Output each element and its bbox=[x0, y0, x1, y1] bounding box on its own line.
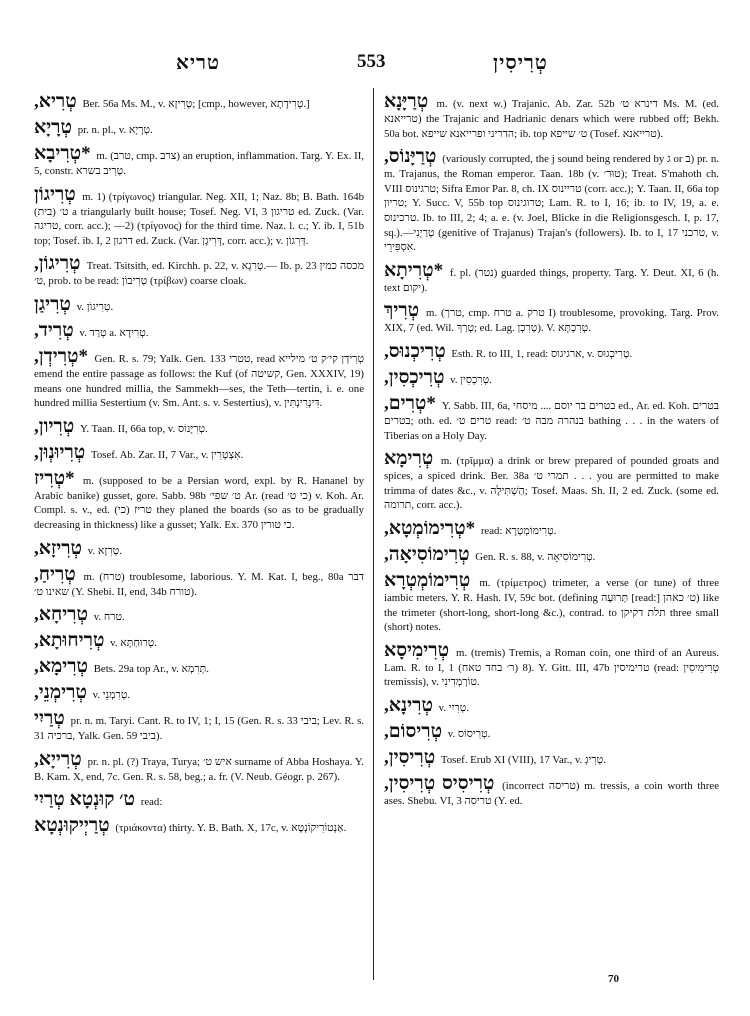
dictionary-entry bbox=[34, 185, 364, 249]
entry-headword: טְרִיוּנְוּן, bbox=[34, 441, 86, 463]
entry-definition: (τριάκοντα) thirty. Y. B. Bath. X, 17c, v. אַנְטוֹרִיקוֹנְטָא. bbox=[115, 822, 347, 835]
entry-headword: ט׳ קוּנְטָא טְרַיִי bbox=[34, 789, 136, 811]
entry-headword: טְרִיכְסִין, bbox=[384, 366, 445, 388]
entry-definition: v. טרח. bbox=[93, 611, 125, 624]
entry-definition: Bets. 29a top Ar., v. תְּרִמְא. bbox=[93, 663, 209, 676]
dictionary-entry bbox=[34, 295, 364, 315]
entry-headword: טְרִימוֹסִיאָה, bbox=[384, 543, 470, 565]
entry-headword: טְרִיחַ, bbox=[34, 563, 76, 585]
entry-headword: טְרִינָא, bbox=[384, 694, 433, 716]
dictionary-entry bbox=[34, 118, 364, 138]
entry-headword: טְרִימִיסָא bbox=[384, 639, 450, 661]
dictionary-entry bbox=[384, 147, 719, 255]
page-number: 553 bbox=[357, 51, 386, 72]
entry-definition: v. טְרַד a. טְרִידָא. bbox=[79, 326, 149, 339]
dictionary-entry bbox=[34, 565, 364, 600]
entry-definition: Ber. 56a Ms. M., v. טְרִיזָא; [cmp., however, טְרִידָתָא.] bbox=[82, 98, 310, 110]
entry-definition: m. (טרח) troublesome, laborious. Y. M. Kat. I, beg., 80a דבר שאינו ט׳ (Y. Shebi. II, end, 34b טורח). bbox=[34, 570, 364, 598]
dictionary-entry bbox=[34, 469, 364, 533]
entry-headword: טְרָיָא bbox=[34, 117, 72, 138]
entry-definition: Gen. R. s. 79; Yalk. Gen. 133 טטרי, read טְרִידְן קי׳ק ט׳ מילייא emend the entire passage as follows: the Kuf (of קשיטה, Gen. XXXIV, 19) means one hundred millia, the Sammekh—ses, the Teth—tertin, i. e. one hundred millia Sestertium (v. Sm. Ant. s. v. Sestertius), v. דִּינְרִינְתִּין. bbox=[34, 352, 365, 410]
signature-number: 70 bbox=[608, 973, 619, 985]
entry-definition: read: טְרִימוֹמְטְרָא. bbox=[480, 524, 557, 537]
entry-headword: *טְרִים, bbox=[384, 392, 436, 414]
dictionary-entry bbox=[384, 368, 719, 388]
entry-headword: טְרִיזָא, bbox=[34, 537, 83, 559]
entry-definition: Y. Sabb. III, 6a, בטרים בר יוסם .... מיסחי ed., Ar. ed. Koh. בטרים בטרים; oth. ed. טרים ט׳ read: בנהרה מבה ט׳ bathing . . . in the waters of Tiberias on a Holy Day. bbox=[384, 399, 720, 442]
entry-definition: Esth. R. to III, 1, read: ארגיגוס, v. טְרִיכְגוּס. bbox=[451, 347, 633, 360]
dictionary-entry bbox=[34, 816, 364, 836]
entry-definition: v. טְרִיסוֹס. bbox=[447, 727, 491, 740]
entry-headword: טְרִיכְנוּס, bbox=[384, 340, 446, 362]
entry-headword: *טְרִידְן, bbox=[34, 345, 89, 367]
right-running-head: טְרִיסִין bbox=[493, 52, 548, 74]
dictionary-entry bbox=[34, 254, 364, 289]
entry-definition: read: bbox=[140, 796, 163, 809]
dictionary-entry bbox=[384, 92, 719, 141]
dictionary-entry bbox=[384, 545, 719, 565]
entry-definition: pr. n. pl. (?) Traya, Turya; איש ט׳ surname of Abba Hoshaya. Y. B. Kam. X, end, 7c. Gen. R. s. 58, beg.; a. fr. (V. Neub. Géogr. p. 267). bbox=[34, 755, 364, 783]
entry-headword: טְרִיגוֹן bbox=[34, 183, 76, 205]
dictionary-entry bbox=[384, 519, 719, 539]
entry-headword: *טְרִיתָא bbox=[384, 259, 444, 281]
dictionary-entry bbox=[384, 748, 719, 768]
entry-headword: טְרִיסוֹם, bbox=[384, 720, 443, 742]
entry-headword: טְרִיךְ bbox=[384, 300, 420, 322]
dictionary-entry bbox=[34, 683, 364, 703]
entry-definition: v. טְרִיִי. bbox=[438, 701, 469, 714]
dictionary-entry bbox=[34, 144, 364, 179]
entry-headword: טְרִימְנֵי, bbox=[34, 682, 87, 704]
entry-headword: *טְרִיז bbox=[34, 467, 75, 489]
dictionary-entry bbox=[384, 641, 719, 690]
entry-definition: m. (v. next w.) Trajanic. Ab. Zar. 52b דינרא ט׳ Ms. M. (ed. טרייאנא) the Trajanic and Hadrianic denars which were rubbed off; Bekh. 50a bot. הדריני ופרייאנא שייפא; ib. top ט׳ שייפא (Tosef. טרייאנא). bbox=[384, 98, 719, 140]
dictionary-entry bbox=[384, 394, 719, 443]
entry-headword: *טְרִיבָא bbox=[34, 143, 91, 164]
dictionary-entry bbox=[34, 347, 364, 411]
entry-headword: *טְרִימוֹמְטָא, bbox=[384, 517, 476, 539]
entry-headword: טְרִיסִיס טְרִיסִין, bbox=[384, 772, 495, 794]
entry-definition: v. טְרִזָא. bbox=[87, 544, 122, 557]
dictionary-entry bbox=[34, 709, 364, 744]
dictionary-entry bbox=[34, 605, 364, 625]
entry-definition: v. טְרִיגוֹן. bbox=[76, 300, 114, 313]
dictionary-entry bbox=[384, 571, 719, 635]
dictionary-entry bbox=[34, 539, 364, 559]
entry-definition: pr. n. m. Taryi. Cant. R. to IV, 1; I, 15 (Gen. R. s. 33 ביבי; Lev. R. s. 31 ברכיה, Yalk. Gen. 59 ביבי). bbox=[34, 715, 365, 743]
entry-definition: m. (τρῖμμα) a drink or brew prepared of pounded groats and spices, a spiced drink. Ber. 38a תמרי ט׳ . . . you are permitted to make trimma of dates &c., v. הַשְׁתִּילָה; Tosef. Maas. Sh. II, 2 ed. Zuck. (some ed. תרומה, corr. acc.). bbox=[384, 455, 719, 512]
entry-headword: טְרִיחָא, bbox=[34, 604, 88, 626]
entry-definition: m. (τρίμετρος) trimeter, a verse (or tune) of three iambic meters. Y. R. Hash. IV, 59c bot. (defining תְּרוּעָה [read:] ט׳ כאהן) like the trimeter (short-long, short-long &c.), contrad. to תלת דקיקן three small (short) notes. bbox=[384, 576, 719, 634]
dictionary-entry bbox=[34, 750, 364, 785]
entry-definition: Treat. Tsitsith, ed. Kirchh. p. 22, v. טְרִגָא.— Ib. p. 23 מכסה כמין ט׳, prob. to be read: טְרִיבוֹן (τρίβων) coarse cloak. bbox=[34, 260, 364, 288]
dictionary-entry bbox=[34, 417, 364, 437]
entry-definition: m. 1) (τρίγωνος) triangular. Neg. XII, 1; Naz. 8b; B. Bath. 164b (בית) ט׳ a triangularly built house; Tosef. Neg. VI, 3 טריגון ed. Zuck. (Var. טריגה, corr. acc.); —2) (τρίγονος) for the third time. Naz. l. c.; Y. ib. I, 51b top; Tosef. ib. I, 2 דרגון ed. Zuck. (Var. דְּרִיגָן, corr. acc.); v. דְּרִגוֹן. bbox=[34, 190, 364, 247]
dictionary-entry bbox=[384, 449, 719, 513]
left-column bbox=[34, 92, 364, 842]
entry-headword: טְרִימָא, bbox=[34, 656, 89, 678]
dictionary-entry bbox=[384, 261, 719, 296]
dictionary-entry bbox=[384, 342, 719, 362]
entry-definition: m. (טרב, cmp. צרב) an eruption, inflammation. Targ. Y. Ex. II, 5, constr. טְרִיב בשרא. bbox=[34, 150, 364, 177]
entry-headword: טְרִימוֹמְטְרָא bbox=[384, 569, 471, 591]
entry-definition: Y. Taan. II, 66a top, v. טְרִיָּנוֹס. bbox=[79, 422, 208, 435]
entry-headword: טְרִיגוֹן, bbox=[34, 253, 81, 275]
entry-definition: v. טְרִמְנֵי. bbox=[92, 689, 131, 702]
entry-definition: (incorrect טריסה) m. tressis, a coin worth three ases. Shebu. VI, 3 טריסה (Y. ed. bbox=[384, 779, 719, 807]
entry-headword: טְרִיגַן bbox=[34, 293, 71, 315]
dictionary-entry bbox=[34, 321, 364, 341]
entry-definition: v. טְרוּחַתָּא. bbox=[110, 637, 157, 650]
entry-definition: m. (tremis) Tremis, a Roman coin, one third of an Aureus. Lam. R. to I, 1 (ר׳ בחד טאח) 8). Y. Gitt. III, 47b טרימיסין (read: טְרִימִיסִין tremissis), v. טוֹרְמְדִינִי. bbox=[384, 646, 719, 689]
entry-definition: (variously corrupted, the j sound being rendered by ג or ב) pr. n. m. Trajanus, the Roman emperor. Taan. 18b (v. טוּר׳); Treat. S'mahoth ch. VIII טרגינוס; Sifra Emor Par. 8, ch. IX טריינוס (corr. acc.); Y. Taan. II, 66a top טריון; Y. Succ. V, 55b top טרוגינוס; Lam. R. to I, 16; ib. to IV, 19, a. e. טרכינוס. Ib. to III, 2; 4; a. e. (v. Joel, Blicke in die Religionsgesch. I, p. 17, sq.).—טְרַיְנִי (genitive of Trajanus) Trajan's (followers). Ib. to I, 17 טרכני, v. אִסְפִּירֵי. bbox=[384, 153, 720, 254]
entry-headword: טְרַיִי bbox=[34, 708, 65, 730]
page-header bbox=[0, 0, 750, 80]
entry-headword: טְרִייָא, bbox=[34, 748, 82, 770]
column-divider bbox=[373, 88, 374, 980]
dictionary-entry bbox=[384, 722, 719, 742]
dictionary-entry bbox=[34, 92, 364, 112]
left-running-head: טריא bbox=[176, 52, 220, 74]
right-column bbox=[384, 92, 719, 814]
entry-headword: טְרִימָא bbox=[384, 448, 434, 470]
dictionary-entry bbox=[34, 657, 364, 677]
entry-definition: Tosef. Ab. Zar. II, 7 Var., v. אִצְטְרִין. bbox=[91, 448, 244, 461]
entry-definition: f. pl. (נטר) guarded things, property. Targ. Y. Deut. XI, 6 (h. text יקום). bbox=[384, 266, 720, 294]
entry-headword: טְרַיְיקוּנְטָא bbox=[34, 815, 110, 837]
dictionary-entry bbox=[34, 631, 364, 651]
dictionary-entry bbox=[384, 301, 719, 336]
entry-definition: m. (טרך, cmp. טרח a. טרק I) troublesome, provoking. Targ. Prov. XIX, 7 (ed. Wil. טְרַךְ; ed. Lag. טְרִכְן). V. טְרִכְתָּא. bbox=[384, 307, 719, 335]
entry-headword: טְרִיסִין, bbox=[384, 746, 436, 768]
entry-definition: m. (supposed to be a Persian word, expl. by R. Hananel by Arabic banike) gusset, gore. Sabb. 98b ט׳ שפי׳ Ar. (read כי ט׳) v. Koh. Ar. Compl. s. v., ed. טריז (כי) they planed the boards (so as to be gradually decreasing in thickness) like a gusset; Yalk. Ex. 370 כי טורין. bbox=[34, 474, 365, 531]
entry-definition: pr. n. pl., v. טְרָיָא. bbox=[77, 124, 153, 136]
entry-headword: טְרִיד, bbox=[34, 319, 74, 341]
dictionary-entry bbox=[384, 696, 719, 716]
dictionary-entry bbox=[384, 774, 719, 809]
entry-headword: טְרַיָּנָא bbox=[384, 91, 429, 112]
dictionary-entry bbox=[34, 443, 364, 463]
entry-definition: Tosef. Erub XI (VIII), 17 Var., v. טְרִיגְ. bbox=[440, 753, 606, 766]
dictionary-entry bbox=[34, 790, 364, 810]
entry-headword: טְרִיא, bbox=[34, 91, 77, 112]
entry-definition: v. טְרִכְסִין. bbox=[450, 373, 492, 386]
entry-definition: Gen. R. s. 88, v. טְרִימוֹסִיאָה. bbox=[475, 550, 596, 563]
entry-headword: טְרִיחוּתָא, bbox=[34, 630, 105, 652]
entry-headword: טְרַיָּנוֹס, bbox=[384, 146, 437, 168]
entry-headword: טְרִיון, bbox=[34, 415, 75, 437]
